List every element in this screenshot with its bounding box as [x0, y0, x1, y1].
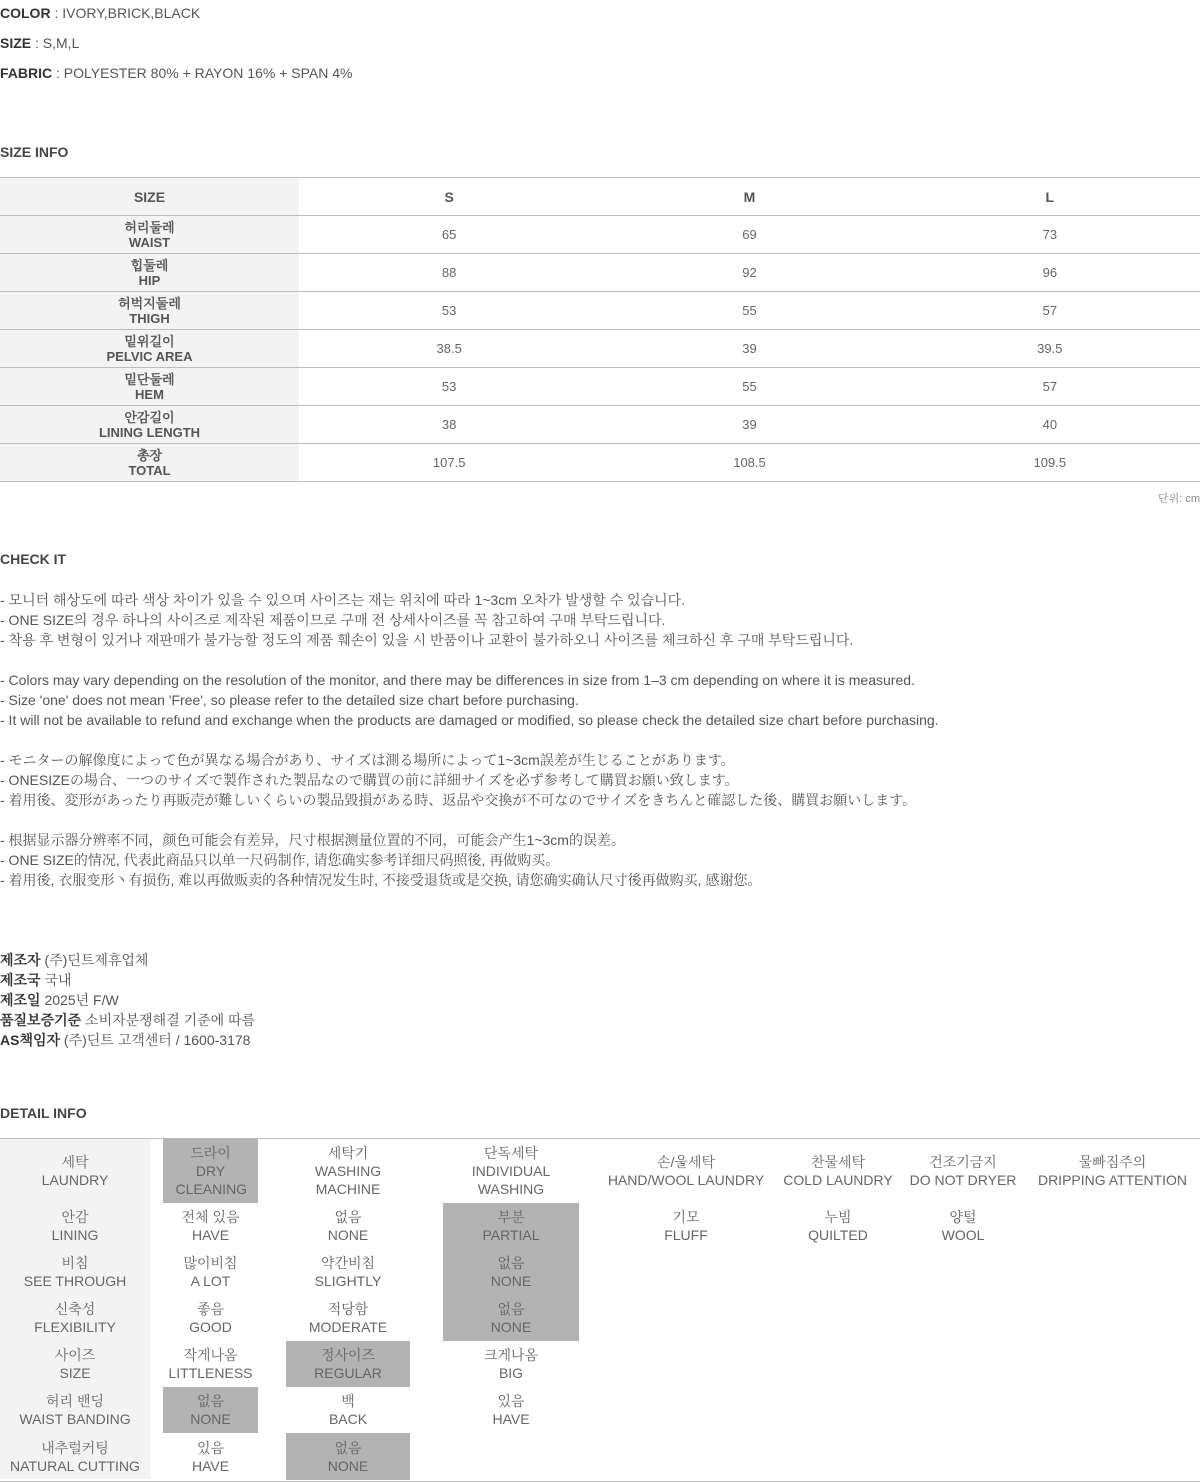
- size-row-label-en: HIP: [138, 272, 161, 288]
- maker-info: [0, 950, 255, 1050]
- detail-table: [0, 1138, 1200, 1482]
- detail-option-selected: [286, 1433, 410, 1480]
- detail-option-ko: 세탁기: [327, 1145, 369, 1161]
- size-header-m: M: [599, 178, 899, 216]
- maker-info-value: (주)딘트 고객센터 / 1600-3178: [60, 1032, 251, 1048]
- maker-info-label: 제조일: [0, 992, 41, 1008]
- check-note-line: - ONE SIZE의 경우 하나의 사이즈로 제작된 제품이므로 구매 전 상세사이즈를 꼭 참고하여 구매 부탁드립니다.: [0, 612, 666, 628]
- maker-info-label: AS책임자: [0, 1032, 61, 1048]
- detail-option-en: WASHING MACHINE: [314, 1163, 382, 1197]
- detail-option-selected: [443, 1203, 579, 1249]
- detail-option-ko: 없음: [334, 1209, 362, 1225]
- detail-option: [905, 1139, 1021, 1203]
- detail-option: [286, 1203, 410, 1249]
- detail-option-ko: 좋음: [196, 1301, 225, 1317]
- detail-option: [163, 1295, 258, 1341]
- size-row-label-ko: 허리둘레: [124, 219, 175, 235]
- detail-row-label-ko: 허리 밴딩: [46, 1393, 104, 1409]
- size-row: [0, 406, 1200, 444]
- size-row: [0, 368, 1200, 406]
- detail-option: [600, 1203, 772, 1249]
- detail-option-en: DO NOT DRYER: [909, 1172, 1017, 1188]
- detail-row-label-en: FLEXIBILITY: [34, 1319, 116, 1335]
- detail-option-ko: 전체 있음: [181, 1209, 240, 1225]
- check-gap: [0, 650, 939, 670]
- detail-option-ko: 많이비침: [183, 1255, 238, 1271]
- detail-row-label-en: SIZE: [59, 1365, 91, 1381]
- size-row: [0, 216, 1200, 254]
- maker-info-label: 제조자: [0, 952, 41, 968]
- size-cell: 38.5: [299, 330, 599, 368]
- check-note-line: - Size 'one' does not mean 'Free', so please refer to the detailed size chart before purchasing.: [0, 692, 579, 708]
- size-unit-note: 단위: cm: [1157, 493, 1200, 505]
- size-cell: 107.5: [299, 444, 599, 482]
- detail-row-label: [0, 1139, 150, 1203]
- detail-option-selected: [286, 1341, 410, 1387]
- size-row-label-en: HEM: [135, 386, 164, 402]
- detail-option-en: GOOD: [189, 1319, 232, 1335]
- maker-info-line: [0, 970, 255, 990]
- detail-row-label-en: LINING: [51, 1227, 99, 1243]
- size-row-label: [0, 444, 299, 482]
- detail-row-label-ko: 내추럴커팅: [41, 1439, 109, 1456]
- detail-row-label-en: LAUNDRY: [41, 1172, 109, 1188]
- size-cell: 88: [299, 254, 599, 292]
- detail-option: [286, 1139, 410, 1203]
- size-cell: 38: [299, 406, 599, 444]
- check-note-line: - 착용 후 변형이 있거나 재판매가 불가능할 정도의 제품 훼손이 있을 시 반품이나 교환이 불가하오니 사이즈를 체크하신 후 구매 부탁드립니다.: [0, 632, 854, 648]
- detail-option-selected: [443, 1295, 579, 1341]
- detail-row-label: [0, 1249, 150, 1295]
- detail-option-ko: 건조기금지: [929, 1154, 997, 1170]
- check-gap: [0, 810, 939, 830]
- detail-option-ko: 없음: [497, 1255, 525, 1271]
- check-it-title: CHECK IT: [0, 551, 67, 567]
- detail-option: [443, 1341, 579, 1387]
- detail-row-label: [0, 1203, 150, 1249]
- detail-option-ko: 정사이즈: [320, 1347, 376, 1363]
- detail-option-selected: [443, 1249, 579, 1295]
- check-note-line: - 根据显示器分辨率不同，颜色可能会有差异，尺寸根据测量位置的不同，可能会产生1~3cm的误差。: [0, 832, 625, 848]
- maker-info-value: 2025년 F/W: [40, 992, 119, 1008]
- check-note-line: - ONE SIZE的情况, 代表此商品只以单一尺码制作, 请您确实参考详细尺码照後, 再做购买。: [0, 852, 560, 868]
- detail-row-label-ko: 세탁: [61, 1154, 89, 1170]
- maker-info-label: 제조국: [0, 972, 41, 988]
- size-row-label-ko: 밑단둘레: [124, 371, 175, 387]
- detail-option-en: DRIPPING ATTENTION: [1037, 1172, 1188, 1188]
- size-row-label-en: LINING LENGTH: [98, 424, 201, 440]
- detail-row-label-ko: 사이즈: [54, 1347, 96, 1363]
- detail-option-en: PARTIAL: [482, 1227, 540, 1243]
- spec-color-label: COLOR: [0, 5, 51, 21]
- size-row-label-ko: 안감길이: [124, 409, 175, 425]
- detail-option-ko: 손/울세탁: [657, 1154, 715, 1170]
- spec-fabric-label: FABRIC: [0, 65, 53, 81]
- check-note-line: - モニターの解像度によって色が異なる場合があり、サイズは測る場所によって1~3cm誤差が生じることがあります。: [0, 752, 735, 768]
- maker-info-value: 소비자분쟁해결 기준에 따름: [81, 1012, 256, 1028]
- size-row: [0, 254, 1200, 292]
- spec-fabric: [0, 65, 352, 81]
- detail-option-en: INDIVIDUAL WASHING: [471, 1163, 551, 1197]
- size-cell: 53: [299, 368, 599, 406]
- detail-option-en: BIG: [498, 1365, 524, 1381]
- detail-option: [163, 1341, 258, 1387]
- detail-option-ko: 없음: [497, 1301, 525, 1317]
- size-cell: 65: [299, 216, 599, 254]
- size-row-label-ko: 허벅지둘레: [118, 295, 181, 311]
- detail-option-en: REGULAR: [314, 1365, 382, 1381]
- size-row: [0, 292, 1200, 330]
- detail-row-label-en: WAIST BANDING: [19, 1411, 131, 1427]
- detail-option: [286, 1249, 410, 1295]
- size-row-label: [0, 368, 299, 406]
- maker-info-line: [0, 1010, 255, 1030]
- maker-info-line: [0, 1030, 255, 1050]
- size-header-label: SIZE: [0, 178, 299, 216]
- detail-row-label: [0, 1341, 150, 1387]
- detail-option-ko: 물빠짐주의: [1078, 1154, 1147, 1170]
- detail-option: [286, 1295, 410, 1341]
- size-cell: 73: [900, 216, 1200, 254]
- detail-option-en: NONE: [327, 1227, 369, 1243]
- maker-info-value: (주)딘트제휴업체: [40, 952, 149, 968]
- detail-info-title: DETAIL INFO: [0, 1105, 87, 1121]
- size-row-label: [0, 406, 299, 444]
- detail-option-ko: 약간비침: [320, 1255, 376, 1271]
- spec-size-label: SIZE: [0, 35, 32, 51]
- detail-row-label: [0, 1433, 150, 1480]
- maker-info-label: 품질보증기준: [0, 1012, 82, 1028]
- detail-option-selected: [163, 1139, 258, 1203]
- spec-color-value: : IVORY,BRICK,BLACK: [50, 5, 201, 21]
- size-row-label-ko: 총장: [136, 447, 163, 463]
- spec-size-value: : S,M,L: [31, 35, 80, 51]
- size-row-label-en: WAIST: [128, 234, 171, 250]
- check-note-line: - Colors may vary depending on the resolution of the monitor, and there may be differences in size from 1–3 cm depending on where it is measured.: [0, 672, 915, 688]
- detail-option-en: QUILTED: [808, 1227, 868, 1243]
- size-header-l: L: [900, 178, 1200, 216]
- size-cell: 39.5: [900, 330, 1200, 368]
- size-cell: 57: [900, 292, 1200, 330]
- detail-option-en: MODERATE: [308, 1319, 388, 1335]
- detail-row-label-ko: 안감: [61, 1209, 89, 1225]
- detail-option-ko: 찬물세탁: [810, 1154, 866, 1170]
- detail-row-label-ko: 비침: [61, 1255, 89, 1271]
- detail-option-ko: 크게나옴: [483, 1347, 539, 1363]
- size-row-label-en: PELVIC AREA: [106, 348, 193, 364]
- detail-option-en: FLUFF: [664, 1227, 708, 1243]
- size-row: [0, 444, 1200, 482]
- size-row-label: [0, 254, 299, 292]
- detail-option-en: BACK: [328, 1411, 368, 1427]
- check-note-line: - 着用後、変形があったり再販売が難しいくらいの製品毀損がある時、返品や交換が不可なのでサイズをきちんと確認した後、購買お願いします。: [0, 792, 917, 808]
- check-gap: [0, 730, 939, 750]
- detail-option-ko: 드라이: [190, 1145, 231, 1161]
- size-info-title: SIZE INFO: [0, 144, 69, 160]
- detail-option-selected: [163, 1387, 258, 1433]
- detail-option-en: LITTLENESS: [168, 1365, 253, 1381]
- spec-size: [0, 35, 79, 51]
- size-cell: 92: [599, 254, 899, 292]
- detail-option-ko: 없음: [334, 1439, 362, 1456]
- size-table-header: [0, 178, 1200, 216]
- check-note-line: - It will not be available to refund and exchange when the products are damaged or modified, so please check the detailed size chart before purchasing.: [0, 712, 939, 728]
- detail-option-en: NONE: [190, 1411, 231, 1427]
- size-row-label: [0, 216, 299, 254]
- size-row: [0, 330, 1200, 368]
- size-cell: 108.5: [599, 444, 899, 482]
- detail-option-ko: 부분: [497, 1209, 525, 1225]
- detail-option-ko: 있음: [196, 1439, 225, 1456]
- size-table: [0, 177, 1200, 482]
- check-note-line: - 着用後, 衣服变形丶有损伤, 难以再做贩卖的各种情况发生时, 不接受退货或是交换, 请您确实确认尺寸後再做购买, 感谢您。: [0, 872, 762, 888]
- maker-info-line: [0, 990, 255, 1010]
- size-cell: 39: [599, 406, 899, 444]
- detail-option-en: HAVE: [191, 1457, 230, 1474]
- check-note-line: - ONESIZEの場合、一つのサイズで製作された製品なので購買の前に詳細サイズを必ず参考して購買お願い致します。: [0, 772, 739, 788]
- spec-color: [0, 5, 200, 21]
- detail-option-en: WOOL: [941, 1227, 985, 1243]
- detail-option: [163, 1433, 258, 1480]
- detail-option-ko: 백: [341, 1393, 355, 1409]
- size-row-label-en: THIGH: [129, 310, 170, 326]
- size-header-s: S: [299, 178, 599, 216]
- detail-row-label: [0, 1387, 150, 1433]
- detail-option-en: HAND/WOOL LAUNDRY: [607, 1172, 765, 1188]
- detail-option: [600, 1139, 772, 1203]
- detail-option: [443, 1387, 579, 1433]
- spec-fabric-value: : POLYESTER 80% + RAYON 16% + SPAN 4%: [52, 65, 353, 81]
- detail-option-ko: 없음: [196, 1393, 225, 1409]
- detail-option-en: HAVE: [492, 1411, 530, 1427]
- detail-option-en: A LOT: [190, 1273, 231, 1289]
- detail-option-en: SLIGHTLY: [314, 1273, 382, 1289]
- detail-option: [775, 1203, 901, 1249]
- detail-option: [163, 1203, 258, 1249]
- check-it-notes: [0, 590, 939, 890]
- size-row-label-ko: 밑위길이: [124, 333, 175, 349]
- size-row-label: [0, 330, 299, 368]
- detail-option-en: NONE: [327, 1457, 369, 1474]
- detail-option-ko: 누빔: [824, 1209, 852, 1225]
- detail-option: [163, 1249, 258, 1295]
- size-row-label-ko: 힙둘레: [130, 257, 169, 273]
- detail-option-en: DRY CLEANING: [175, 1163, 248, 1197]
- detail-option-ko: 작게나옴: [183, 1347, 238, 1363]
- detail-row-label-ko: 신축성: [54, 1301, 96, 1317]
- detail-option: [286, 1387, 410, 1433]
- detail-option-ko: 단독세탁: [483, 1145, 539, 1161]
- size-cell: 96: [900, 254, 1200, 292]
- detail-row-label: [0, 1295, 150, 1341]
- detail-option-ko: 기모: [672, 1209, 700, 1225]
- detail-option-ko: 있음: [497, 1393, 525, 1409]
- size-cell: 69: [599, 216, 899, 254]
- size-cell: 55: [599, 368, 899, 406]
- detail-option-en: NONE: [490, 1273, 532, 1289]
- detail-row-label-en: SEE THROUGH: [23, 1273, 127, 1289]
- size-cell: 53: [299, 292, 599, 330]
- detail-option-en: HAVE: [191, 1227, 230, 1243]
- maker-info-value: 국내: [40, 972, 72, 988]
- detail-option-ko: 적당함: [327, 1301, 369, 1317]
- detail-option-ko: 양털: [949, 1209, 977, 1225]
- detail-option: [775, 1139, 901, 1203]
- detail-row-label-en: NATURAL CUTTING: [10, 1457, 140, 1474]
- size-cell: 57: [900, 368, 1200, 406]
- maker-info-line: [0, 950, 255, 970]
- size-row-label-en: TOTAL: [128, 462, 171, 478]
- size-cell: 39: [599, 330, 899, 368]
- detail-option: [905, 1203, 1021, 1249]
- detail-option: [1025, 1139, 1200, 1203]
- size-cell: 40: [900, 406, 1200, 444]
- detail-option: [443, 1139, 579, 1203]
- size-cell: 55: [599, 292, 899, 330]
- detail-option-en: NONE: [490, 1319, 532, 1335]
- check-note-line: - 모니터 해상도에 따라 색상 차이가 있을 수 있으며 사이즈는 재는 위치에 따라 1~3cm 오차가 발생할 수 있습니다.: [0, 592, 686, 608]
- size-cell: 109.5: [900, 444, 1200, 482]
- detail-option-en: COLD LAUNDRY: [783, 1172, 893, 1188]
- size-row-label: [0, 292, 299, 330]
